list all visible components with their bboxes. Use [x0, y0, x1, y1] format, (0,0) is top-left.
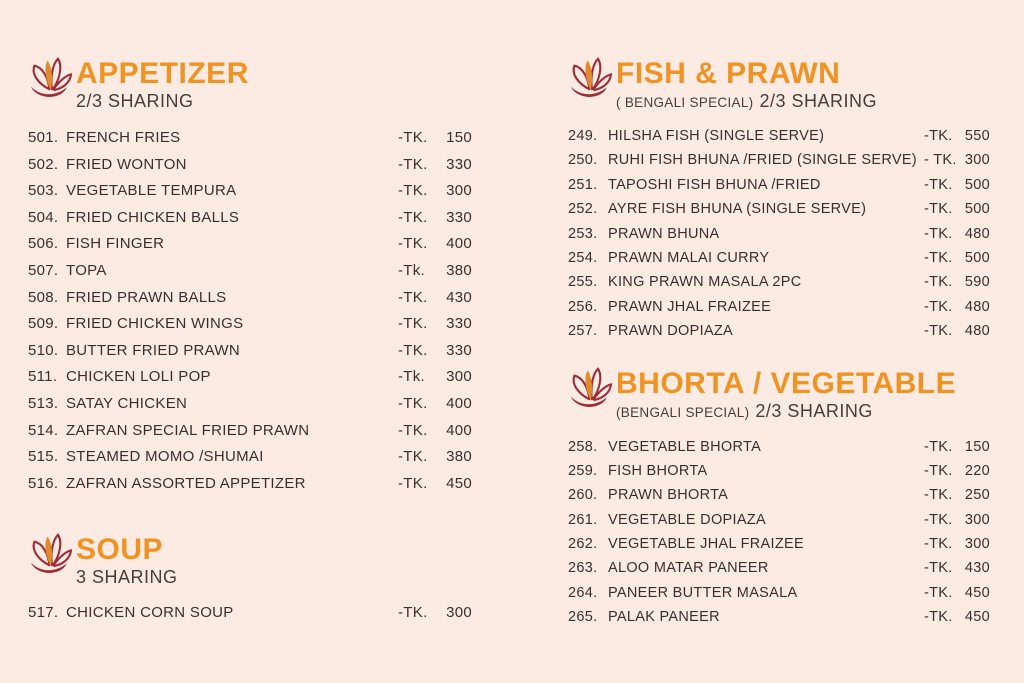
item-price [398, 391, 472, 418]
item-name: AYRE FISH BHUNA (SINGLE SERVE) [608, 201, 867, 218]
price-currency-label: -TK. [924, 249, 953, 266]
price-value: 480 [964, 298, 990, 315]
section-subtitle: 2/3 SHARING [76, 91, 194, 111]
price-value: 480 [964, 323, 990, 340]
section-appetizer [28, 57, 472, 497]
menu-item-row [568, 532, 990, 556]
item-number: 506. [28, 235, 59, 253]
menu-item-row [568, 581, 990, 605]
menu-item-row [568, 270, 990, 294]
item-price [398, 364, 472, 391]
item-name: STEAMED MOMO /SHUMAI [66, 448, 264, 466]
item-number: 508. [28, 288, 59, 306]
item-number: 257. [568, 323, 598, 340]
menu-item-row [28, 418, 472, 445]
item-price [398, 338, 472, 365]
item-number: 255. [568, 274, 598, 291]
item-price [398, 600, 472, 627]
menu-item-row [28, 152, 472, 179]
menu-item-row [568, 148, 990, 172]
item-number: 258. [568, 438, 598, 455]
item-price [924, 246, 990, 270]
section-bhorta-vegetable [568, 367, 990, 630]
section-items [568, 435, 990, 630]
item-price [924, 435, 990, 459]
item-number: 264. [568, 584, 598, 601]
price-currency-label: -TK. [924, 487, 953, 504]
item-price [924, 459, 990, 483]
lotus-icon [568, 57, 614, 97]
price-currency-label: -TK. [398, 182, 428, 200]
section-subtitle: 3 SHARING [76, 567, 178, 588]
price-value: 480 [964, 225, 990, 242]
price-currency-label: -TK. [398, 474, 428, 492]
item-price [924, 556, 990, 580]
item-name: VEGETABLE BHORTA [608, 438, 762, 455]
price-currency-label: -TK. [398, 394, 428, 412]
price-currency-label: -TK. [924, 128, 953, 144]
item-name: KING PRAWN MASALA 2PC [608, 274, 802, 291]
menu-item-row [568, 605, 990, 629]
item-number: 256. [568, 298, 598, 315]
price-value: 330 [446, 155, 472, 173]
price-currency-label: -TK. [398, 448, 428, 466]
item-price [398, 178, 472, 205]
item-name: FISH BHORTA [608, 462, 708, 479]
price-value: 430 [446, 288, 472, 306]
item-price [398, 125, 472, 152]
menu-item-row [568, 556, 990, 580]
item-number: 263. [568, 560, 598, 577]
item-number: 511. [28, 368, 58, 386]
price-value: 330 [446, 315, 472, 333]
price-value: 500 [964, 176, 990, 193]
section-title: BHORTA / VEGETABLE [616, 366, 957, 400]
menu-item-row [568, 435, 990, 459]
item-number: 250. [568, 152, 598, 169]
item-name: CHICKEN LOLI POP [66, 368, 211, 386]
menu-item-row [28, 391, 472, 418]
item-name: ZAFRAN ASSORTED APPETIZER [66, 474, 306, 492]
price-currency-label: -TK. [398, 421, 428, 439]
price-value: 330 [446, 208, 472, 226]
price-value: 450 [964, 584, 990, 601]
price-value: 300 [964, 152, 990, 169]
item-number: 510. [28, 341, 59, 359]
item-name: FRENCH FRIES [66, 129, 181, 146]
menu-item-row [28, 600, 472, 627]
price-currency-label: -TK. [924, 274, 953, 291]
item-name: BUTTER FRIED PRAWN [66, 341, 241, 359]
item-number: 249. [568, 128, 598, 144]
menu-item-row [28, 178, 472, 205]
item-price [398, 418, 472, 445]
item-number: 504. [28, 208, 59, 226]
section-fish-prawn [568, 57, 990, 344]
item-number: 517. [28, 604, 59, 622]
item-name: FRIED CHICKEN WINGS [66, 315, 244, 333]
item-name: PRAWN BHORTA [608, 487, 729, 504]
price-value: 150 [964, 438, 990, 455]
item-name: FISH FINGER [66, 235, 165, 253]
item-name: VEGETABLE DOPIAZA [608, 511, 766, 528]
price-value: 330 [446, 341, 472, 359]
price-value: 450 [964, 609, 990, 626]
item-price [924, 295, 990, 319]
price-currency-label: -TK. [398, 155, 428, 173]
item-name: PRAWN DOPIAZA [608, 323, 734, 340]
section-subtitle-note: (BENGALI SPECIAL) [616, 404, 750, 420]
price-value: 450 [446, 474, 472, 492]
price-value: 400 [446, 235, 472, 253]
menu-right-column [568, 57, 990, 630]
item-number: 252. [568, 201, 598, 218]
item-price [398, 471, 472, 498]
item-number: 513. [28, 394, 59, 412]
item-price [398, 258, 472, 285]
item-price [924, 270, 990, 294]
item-number: 514. [28, 421, 59, 439]
item-number: 507. [28, 261, 59, 279]
item-price [398, 311, 472, 338]
menu-item-row [28, 285, 472, 312]
item-price [924, 483, 990, 507]
item-price [924, 605, 990, 629]
price-value: 500 [964, 201, 990, 218]
price-currency-label: -TK. [924, 609, 953, 626]
item-price [924, 508, 990, 532]
item-name: CHICKEN CORN SOUP [66, 604, 234, 622]
menu-item-row [568, 173, 990, 197]
item-number: 261. [568, 511, 598, 528]
menu-item-row [28, 364, 472, 391]
price-currency-label: -TK. [924, 323, 953, 340]
price-currency-label: -TK. [924, 176, 953, 193]
item-number: 516. [28, 474, 59, 492]
menu-item-row [568, 483, 990, 507]
menu-item-row [568, 197, 990, 221]
item-name: TAPOSHI FISH BHUNA /FRIED [608, 176, 821, 193]
item-price [924, 124, 990, 148]
section-header [568, 57, 990, 113]
item-name: ALOO MATAR PANEER [608, 560, 769, 577]
item-name: VEGETABLE JHAL FRAIZEE [608, 536, 804, 553]
item-number: 259. [568, 462, 598, 479]
price-currency-label: -Tk. [398, 261, 426, 279]
item-price [924, 581, 990, 605]
price-currency-label: -TK. [398, 288, 428, 306]
price-currency-label: -Tk. [398, 368, 426, 386]
menu-item-row [28, 444, 472, 471]
item-price [924, 197, 990, 221]
item-name: HILSHA FISH (SINGLE SERVE) [608, 128, 825, 144]
item-name: VEGETABLE TEMPURA [66, 182, 237, 200]
item-name: PRAWN JHAL FRAIZEE [608, 298, 772, 315]
item-name: PALAK PANEER [608, 609, 720, 626]
section-subtitle-note: ( BENGALI SPECIAL) [616, 95, 754, 110]
price-currency-label: -TK. [398, 315, 428, 333]
item-name: PRAWN BHUNA [608, 225, 720, 242]
price-value: 250 [964, 487, 990, 504]
price-value: 430 [964, 560, 990, 577]
section-header [28, 57, 472, 111]
price-currency-label: -TK. [398, 208, 428, 226]
item-name: ZAFRAN SPECIAL FRIED PRAWN [66, 421, 310, 439]
item-price [398, 285, 472, 312]
price-currency-label: -TK. [924, 438, 953, 455]
section-items [568, 124, 990, 344]
menu-item-row [568, 246, 990, 270]
item-name: FRIED PRAWN BALLS [66, 288, 227, 306]
item-price [924, 532, 990, 556]
menu-item-row [568, 124, 990, 148]
price-value: 150 [446, 129, 472, 146]
item-price [924, 222, 990, 246]
item-price [398, 444, 472, 471]
item-name: SATAY CHICKEN [66, 394, 188, 412]
price-currency-label: -TK. [924, 584, 953, 601]
price-value: 590 [964, 274, 990, 291]
section-items [28, 125, 472, 497]
price-currency-label: -TK. [398, 235, 428, 253]
item-number: 262. [568, 536, 598, 553]
price-value: 400 [446, 394, 472, 412]
menu-item-row [568, 295, 990, 319]
lotus-icon [28, 533, 74, 573]
menu-left-column [28, 57, 472, 627]
item-price [924, 173, 990, 197]
price-value: 220 [964, 462, 990, 479]
menu-item-row [568, 508, 990, 532]
item-number: 502. [28, 155, 59, 173]
section-soup [28, 533, 472, 627]
item-name: FRIED CHICKEN BALLS [66, 208, 240, 226]
item-name: PRAWN MALAI CURRY [608, 249, 770, 266]
price-currency-label: -TK. [924, 201, 953, 218]
menu-item-row [28, 258, 472, 285]
item-number: 254. [568, 249, 598, 266]
price-value: 300 [446, 604, 472, 622]
item-price [398, 231, 472, 258]
price-value: 300 [964, 511, 990, 528]
price-value: 380 [446, 448, 472, 466]
menu-item-row [28, 231, 472, 258]
price-value: 300 [446, 182, 472, 200]
item-price [398, 205, 472, 232]
item-price [924, 148, 990, 172]
price-currency-label: -TK. [924, 560, 953, 577]
price-currency-label: -TK. [398, 604, 428, 622]
item-price [924, 319, 990, 343]
menu-item-row [568, 222, 990, 246]
lotus-icon [568, 367, 614, 407]
menu-item-row [568, 319, 990, 343]
price-currency-label: - TK. [924, 152, 957, 169]
price-value: 300 [964, 536, 990, 553]
price-currency-label: -TK. [924, 225, 953, 242]
section-header [28, 533, 472, 587]
item-number: 265. [568, 609, 598, 626]
menu-item-row [28, 205, 472, 232]
section-title: APPETIZER [76, 57, 249, 90]
section-header [568, 367, 990, 423]
item-number: 509. [28, 315, 59, 333]
menu-item-row [568, 459, 990, 483]
price-currency-label: -TK. [924, 462, 953, 479]
price-currency-label: -TK. [924, 536, 953, 553]
menu-item-row [28, 471, 472, 498]
price-value: 550 [964, 128, 990, 144]
lotus-icon [28, 57, 74, 97]
item-number: 503. [28, 182, 59, 200]
item-number: 260. [568, 487, 598, 504]
section-subtitle: ( BENGALI SPECIAL) 2/3 SHARING [616, 91, 877, 111]
price-value: 300 [446, 368, 472, 386]
section-title: FISH & PRAWN [616, 57, 841, 90]
item-number: 251. [568, 176, 598, 193]
item-number: 515. [28, 448, 59, 466]
price-currency-label: -TK. [398, 341, 428, 359]
price-value: 500 [964, 249, 990, 266]
section-items [28, 600, 472, 627]
menu-item-row [28, 311, 472, 338]
price-value: 400 [446, 421, 472, 439]
item-number: 501. [28, 129, 59, 146]
item-name: FRIED WONTON [66, 155, 187, 173]
menu-item-row [28, 338, 472, 365]
price-currency-label: -TK. [924, 511, 953, 528]
section-title: SOUP [76, 533, 164, 567]
price-currency-label: -TK. [924, 298, 953, 315]
item-name: RUHI FISH BHUNA /FRIED (SINGLE SERVE) [608, 152, 917, 169]
price-value: 380 [446, 261, 472, 279]
item-number: 253. [568, 225, 598, 242]
item-name: TOPA [66, 261, 107, 279]
item-price [398, 152, 472, 179]
menu-item-row [28, 125, 472, 152]
item-name: PANEER BUTTER MASALA [608, 584, 798, 601]
section-subtitle: (BENGALI SPECIAL) 2/3 SHARING [616, 400, 873, 421]
price-currency-label: -TK. [398, 129, 428, 146]
